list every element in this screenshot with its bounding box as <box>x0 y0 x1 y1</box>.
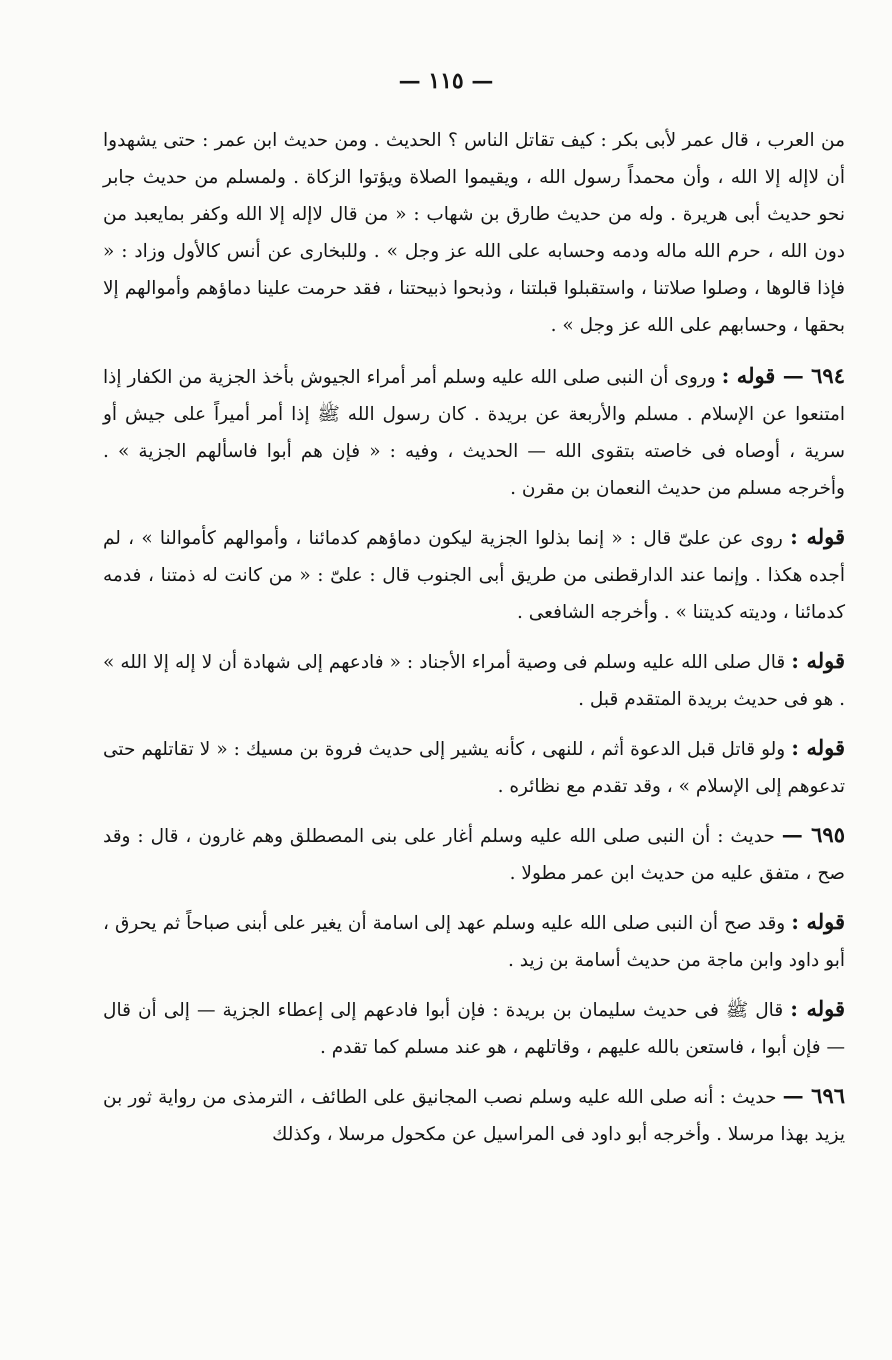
paragraph-text: قال صلى الله عليه وسلم فى وصية أمراء الأجناد : « فادعهم إلى شهادة أن لا إله إلا الله » . هو فى حديث بريدة المتقدم قبل . <box>103 652 845 710</box>
paragraph-text: من العرب ، قال عمر لأبى بكر : كيف تقاتل الناس ؟ الحديث . ومن حديث ابن عمر : حتى يشهدوا أن لاإله إلا الله ، وأن محمداً رسول الله ، ويقيموا الصلاة ويؤتوا الزكاة . ولمسلم من حديث جابر نحو حديث أبى هريرة . وله من حديث طارق بن شهاب : « من قال لاإله إلا الله وكفر بمايعبد من دون الله ، حرم الله ماله ودمه وحسابه على الله عز وجل » . وللبخارى عن أنس كالأول وزاد : « فإذا قالوها ، وصلوا صلاتنا ، واستقبلوا قبلتنا ، وذبحوا ذبيحتنا ، فقد حرمت علينا دماؤهم وأموالهم إلا بحقها ، وحسابهم على الله عز وجل » . <box>103 130 845 336</box>
paragraph-text: ولو قاتل قبل الدعوة أثم ، للنهى ، كأنه يشير إلى حديث فروة بن مسيك : « لا تقاتلهم حتى تدعوهم إلى الإسلام » ، وقد تقدم مع نظائره . <box>103 739 845 797</box>
paragraph-amra-ajnad <box>103 642 845 718</box>
paragraph-lead: ٦٩٤ — قوله : <box>721 363 845 388</box>
paragraph-text: قال ﷺ فى حديث سليمان بن بريدة : فإن أبوا فادعهم إلى إعطاء الجزية — إلى أن قال — فإن أبوا ، فاستعن بالله عليهم ، وقاتلهم ، هو عند مسلم كما تقدم . <box>103 1000 845 1058</box>
paragraph-text: وروى أن النبى صلى الله عليه وسلم أمر أمراء الجيوش بأخذ الجزية من الكفار إذا امتنعوا عن الإسلام . مسلم والأربعة عن بريدة . كان رسول الله ﷺ إذا أمر أميراً على جيش أو سرية ، أوصاه فى خاصته بتقوى الله — الحديث ، وفيه : « فإن هم أبوا فاسألهم الجزية » . وأخرجه مسلم من حديث النعمان بن مقرن . <box>103 367 845 499</box>
paragraph-usama <box>103 903 845 979</box>
paragraph-daawa <box>103 729 845 805</box>
paragraph-text: حديث : أن النبى صلى الله عليه وسلم أغار على بنى المصطلق وهم غارون ، قال : وقد صح ، متفق عليه من حديث ابن عمر مطولا . <box>103 826 845 884</box>
page-number: — ١١٥ — <box>398 68 494 94</box>
paragraph-695 <box>103 816 845 892</box>
paragraph-lead: قوله : <box>790 524 845 549</box>
paragraph-lead: قوله : <box>791 735 846 760</box>
body-text <box>103 120 845 1164</box>
paragraph-text: حديث : أنه صلى الله عليه وسلم نصب المجانيق على الطائف ، الترمذى من رواية ثور بن يزيد بهذا مرسلا . وأخرجه أبو داود فى المراسيل عن مكحول مرسلا ، وكذلك <box>103 1087 845 1145</box>
paragraph-lead: قوله : <box>790 996 845 1021</box>
paragraph-text: روى عن علىّ قال : « إنما بذلوا الجزية ليكون دماؤهم كدمائنا ، وأموالهم كأموالنا » ، لم أجده هكذا . وإنما عند الدارقطنى من طريق أبى الجنوب قال : علىّ : « من كانت له ذمتنا ، فدمه كدمائنا ، وديته كديتنا » . وأخرجه الشافعى . <box>103 528 845 623</box>
paragraph-694 <box>103 357 845 507</box>
paragraph-696 <box>103 1077 845 1153</box>
paragraph-ali-jizya <box>103 518 845 631</box>
paragraph-lead: قوله : <box>791 648 845 673</box>
paragraph-lead: ٦٩٥ — <box>781 822 845 847</box>
paragraph-text: وقد صح أن النبى صلى الله عليه وسلم عهد إلى اسامة أن يغير على أبنى صباحاً ثم يحرق ، أبو داود وابن ماجة من حديث أسامة بن زيد . <box>103 913 845 971</box>
paragraph-intro <box>103 120 845 344</box>
paragraph-lead: قوله : <box>791 909 845 934</box>
paragraph-sulayman <box>103 990 845 1066</box>
paragraph-lead: ٦٩٦ — <box>782 1083 846 1108</box>
